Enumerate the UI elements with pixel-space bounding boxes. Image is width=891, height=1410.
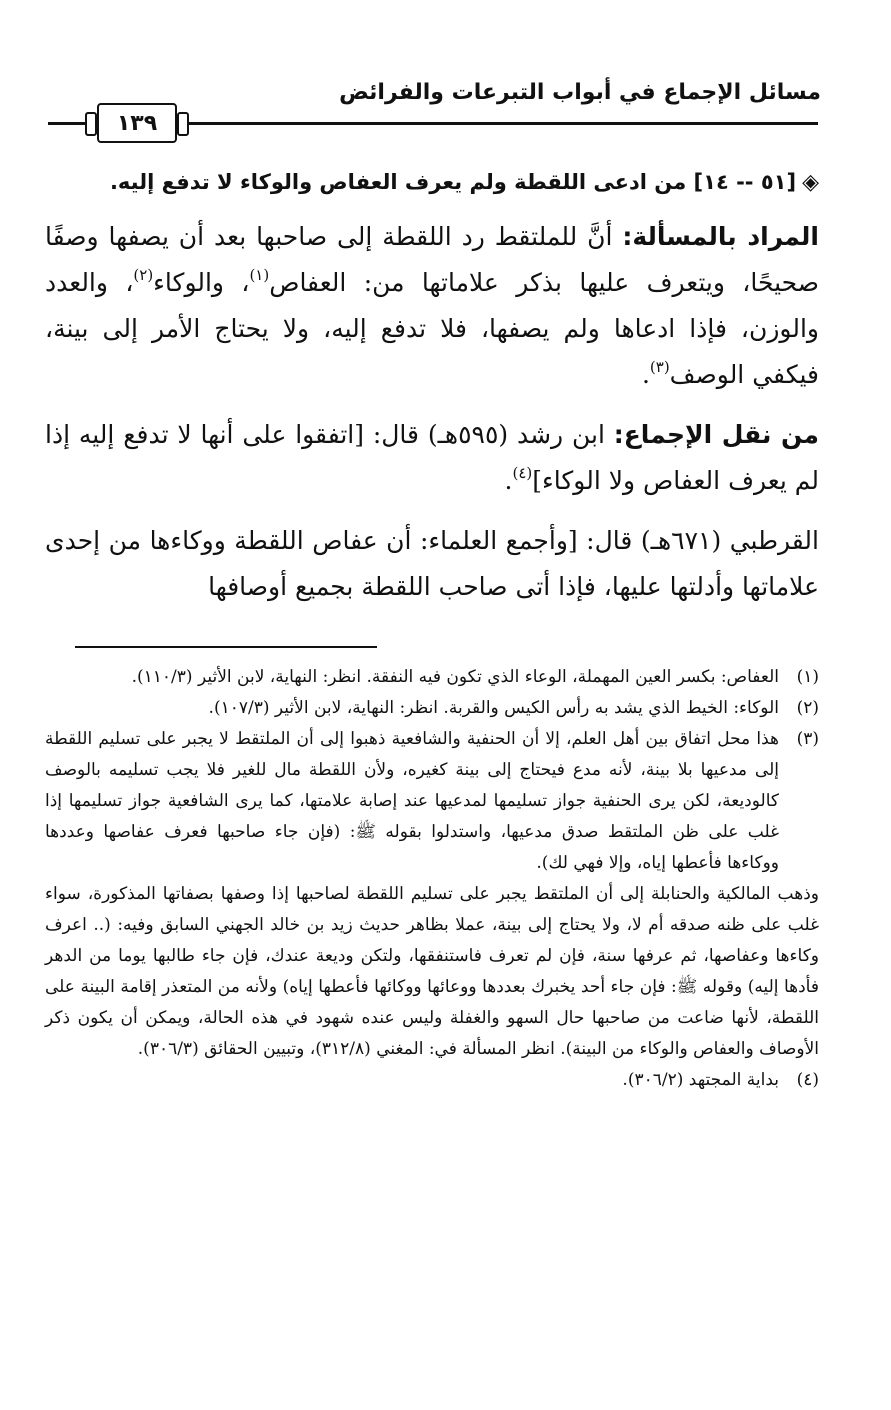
footnote-4 xyxy=(45,1065,819,1096)
footnote-ref-1[interactable]: (١) xyxy=(249,266,270,284)
paragraph-text: . xyxy=(504,466,513,495)
paragraph-text: ، والوكاء xyxy=(153,268,250,297)
footnote-text: الوكاء: الخيط الذي يشد به رأس الكيس والقربة. انظر: النهاية، لابن الأثير (١٠٧/٣). xyxy=(208,698,779,718)
diamond-bullet-icon: ◈ xyxy=(802,170,819,195)
footnote-ref-2[interactable]: (٢) xyxy=(133,266,154,284)
footnote-ref-4[interactable]: (٤) xyxy=(512,464,533,482)
paragraph-qurtubi: القرطبي (٦٧١هـ) قال: [وأجمع العلماء: أن عفاص اللقطة ووكاءها من إحدى علاماتها وأدلتها عليها، فإذا أتى صاحب اللقطة بجميع أوصافها xyxy=(45,526,819,601)
section-heading xyxy=(45,165,819,200)
paragraph-intended-meaning xyxy=(45,214,819,398)
footnote-1 xyxy=(45,662,819,693)
paragraph-text: ابن رشد (٥٩٥هـ) قال: [اتفقوا على أنها لا تدفع إليه إذا لم يعرف العفاص ولا الوكاء] xyxy=(45,420,819,495)
footnote-number: (٢) xyxy=(796,698,819,718)
footnote-text: هذا محل اتفاق بين أهل العلم، إلا أن الحنفية والشافعية ذهبوا إلى أن الملتقط لا يجبر على تسليم اللقطة إلى مدعيها بلا بينة، لأنه مدع فيحتاج إلى بينة كغيره، ولأن اللقطة مال للغير فلا يجب تسليمه بالوصف كالوديعة، لكن يرى الحنفية جواز تسليمها لمدعيها عند إصابة علامتها، كما يرى الشافعية جواز تسليمها إذا غلب على ظن الملتقط صدق مدعيها، واستدلوا بقوله ﷺ: (فإن جاء صاحبها فعرف عفاصها وعددها ووكاءها فأعطها إياه، وإلا فهي لك). xyxy=(45,729,779,873)
paragraph-label: المراد بالمسألة: xyxy=(622,222,819,251)
footnote-2 xyxy=(45,693,819,724)
footnote-number: (١) xyxy=(796,667,819,687)
footnote-separator xyxy=(75,646,377,648)
footnotes xyxy=(45,662,819,1096)
footnote-text: بداية المجتهد (٣٠٦/٢). xyxy=(622,1070,779,1090)
paragraph-text: ، والعدد والوزن، فإذا ادعاها ولم يصفها، فلا تدفع إليه، ولا يحتاج الأمر إلى بينة، فيكفي الوصف xyxy=(45,268,819,389)
footnote-3 xyxy=(45,724,819,879)
footnote-3-continuation: وذهب المالكية والحنابلة إلى أن الملتقط يجبر على تسليم اللقطة لصاحبها إذا وصفها بصفاتها المذكورة، سواء غلب على ظنه صدقه أم لا، ولا يحتاج إلى بينة، عملا بظاهر حديث زيد بن خالد الجهني السابق وفيه: (.. اعرف وكاءها وعفاصها، ثم عرفها سنة، فإن لم تعرف فاستنفقها، ولتكن وديعة عندك، فإن جاء طالبها يوما من الدهر فأدها إليه) وقوله ﷺ: فإن جاء أحد يخبرك بعددها ووعائها ووكائها فأعطها إياه) ولأنه من المتعذر إقامة البينة على اللقطة، لأنها ضاعت من صاحبها حال السهو والغفلة وليس عنده شهود في هذه الحالة، ويمكن أن يكون ذكر الأوصاف والعفاص والوكاء من البينة). انظر المسألة في: المغني (٣١٢/٨)، وتبيين الحقائق (٣٠٦/٣). xyxy=(45,884,819,1059)
running-title: مسائل الإجماع في أبواب التبرعات والفرائض xyxy=(339,80,821,105)
paragraph-text: . xyxy=(641,360,650,389)
paragraph-text: أنَّ للملتقط رد اللقطة إلى صاحبها بعد أن يصفها وصفًا صحيحًا، ويتعرف عليها بذكر علاماتها من: العفاص xyxy=(45,222,820,297)
footnote-text: العفاص: بكسر العين المهملة، الوعاء الذي تكون فيه النفقة. انظر: النهاية، لابن الأثير (١١٠/٣). xyxy=(131,667,779,687)
paragraph-consensus-transmitters xyxy=(45,412,819,504)
footnote-ref-3[interactable]: (٣) xyxy=(649,358,670,376)
footnote-number: (٤) xyxy=(796,1070,819,1090)
footnote-number: (٣) xyxy=(796,729,819,749)
page-number: ١٣٩ xyxy=(97,103,177,143)
section-heading-text: [٥١ -- ١٤] من ادعى اللقطة ولم يعرف العفاص والوكاء لا تدفع إليه. xyxy=(109,170,797,194)
paragraph-label: من نقل الإجماع: xyxy=(613,420,819,449)
main-text xyxy=(45,165,819,624)
